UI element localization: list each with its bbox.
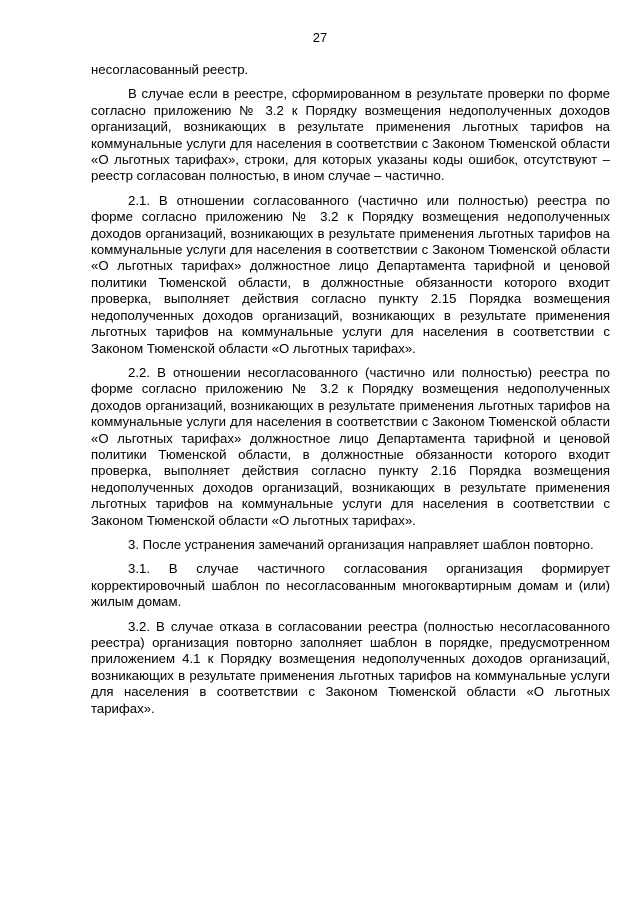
page-number: 27 xyxy=(312,30,328,45)
paragraph-2-1: 2.1. В отношении согласованного (частично или полностью) реестра по форме согласно приложению № 3.2 к Порядку возмещения недополученных доходов организаций, возникающих в результате применения льготных тарифов на коммунальные услуги для населения в соответствии с Законом Тюменской области «О льготных тарифах» должностное лицо Департамента тарифной и ценовой политики Тюменской области, в должностные обязанности которого входит проверка, выполняет действия согласно пункту 2.15 Порядка возмещения недополученных доходов организаций, возникающих в результате применения льготных тарифов на коммунальные услуги для населения в соответствии с Законом Тюменской области «О льготных тарифах». xyxy=(91,192,610,356)
paragraph-registry-agreement: В случае если в реестре, сформированном в результате проверки по форме согласно приложению № 3.2 к Порядку возмещения недополученных доходов организаций, возникающих в результате применения льготных тарифов на коммунальные услуги для населения в соответствии с Законом Тюменской области «О льготных тарифах», строки, для которых указаны коды ошибок, отсутствуют – реестр согласован полностью, в ином случае – частично. xyxy=(91,86,610,184)
paragraph-2-2: 2.2. В отношении несогласованного (частично или полностью) реестра по форме согласно приложению № 3.2 к Порядку возмещения недополученных доходов организаций, возникающих в результате применения льготных тарифов на коммунальные услуги для населения в соответствии с Законом Тюменской области «О льготных тарифах» должностное лицо Департамента тарифной и ценовой политики Тюменской области, в должностные обязанности которого входит проверка, выполняет действия согласно пункту 2.16 Порядка возмещения недополученных доходов организаций, возникающих в результате применения льготных тарифов на коммунальные услуги для населения в соответствии с Законом Тюменской области «О льготных тарифах». xyxy=(91,364,610,528)
document-body xyxy=(91,62,610,717)
paragraph-3: 3. После устранения замечаний организация направляет шаблон повторно. xyxy=(128,536,594,552)
paragraph-continuation: несогласованный реестр. xyxy=(91,62,249,77)
paragraph-3-1: 3.1. В случае частичного согласования организация формирует корректировочный шаблон по несогласованным многоквартирным домам и (или) жилым домам. xyxy=(91,561,610,610)
paragraph-3-2: 3.2. В случае отказа в согласовании реестра (полностью несогласованного реестра) организация повторно заполняет шаблон в порядке, предусмотренном приложением 4.1 к Порядку возмещения недополученных доходов организаций, возникающих в результате применения льготных тарифов на коммунальные услуги для населения в соответствии с Законом Тюменской области «О льготных тарифах». xyxy=(91,618,610,716)
